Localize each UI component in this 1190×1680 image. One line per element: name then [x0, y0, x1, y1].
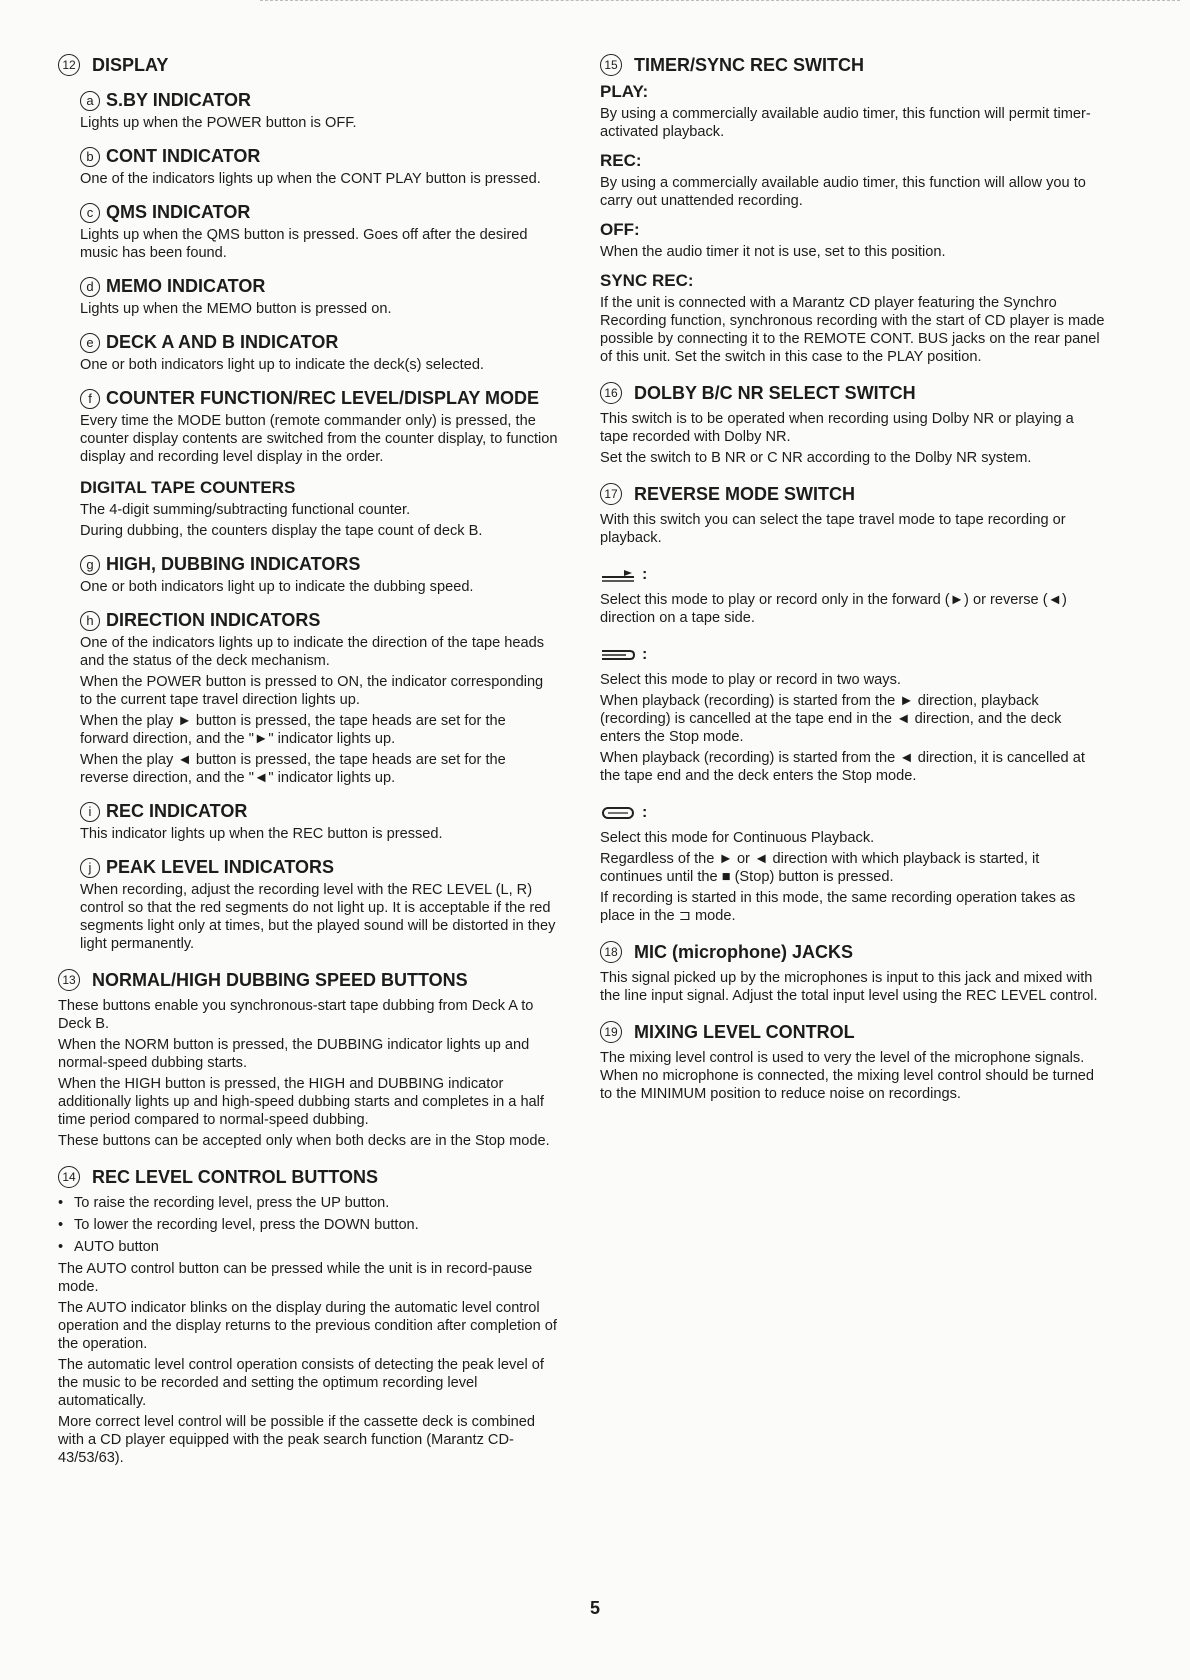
s19-text: The mixing level control is used to very the level of the microphone signals. When no microphone is connected, the mixing level control should be turned to the MINIMUM position to reduce noise on recordings. [600, 1050, 1095, 1102]
item-b-text: One of the indicators lights up when the CONT PLAY button is pressed. [80, 171, 541, 187]
bullet-text: AUTO button [74, 1239, 159, 1255]
rec-text: By using a commercially available audio timer, this function will allow you to carry out unattended recording. [600, 175, 1086, 209]
bullet-text: To lower the recording level, press the DOWN button. [74, 1217, 419, 1233]
s13-text-3: When the HIGH button is pressed, the HIGH and DUBBING indicator additionally lights up and high-speed dubbing starts and completes in a half time period compared to normal-speed dubbing. [58, 1076, 544, 1128]
item-e-heading [80, 332, 558, 353]
mode1-text: Select this mode to play or record only in the forward (►) or reverse (◄) direction on a tape side. [600, 592, 1067, 626]
play-text: By using a commercially available audio timer, this function will permit timer-activated playback. [600, 106, 1091, 140]
s14-text-3: The automatic level control operation consists of detecting the peak level of the music to be recorded and setting the optimum recording level automatically. [58, 1357, 544, 1409]
item-h-text-1: One of the indicators lights up to indicate the direction of the tape heads and the status of the deck mechanism. [80, 635, 545, 669]
item-h-text-2: When the POWER button is pressed to ON, the indicator corresponding to the current tape travel direction lights up. [80, 674, 544, 708]
item-letter-badge: b [80, 147, 100, 167]
continuous-mode-label [600, 803, 1105, 823]
left-column [58, 54, 558, 1470]
bullet-dot-icon: • [58, 1195, 64, 1211]
item-a-heading [80, 90, 558, 111]
item-title: DECK A AND B INDICATOR [106, 332, 339, 352]
section-title: TIMER/SYNC REC SWITCH [634, 54, 865, 75]
item-letter-badge: d [80, 277, 100, 297]
item-i-text: This indicator lights up when the REC button is pressed. [80, 826, 443, 842]
section-number-badge: 18 [600, 941, 622, 963]
two-way-mode-icon [600, 647, 636, 663]
section-12-heading [58, 54, 558, 76]
off-heading: OFF: [600, 220, 640, 239]
item-letter-badge: c [80, 203, 100, 223]
item-letter-badge: g [80, 555, 100, 575]
s17-text-1: With this switch you can select the tape travel mode to tape recording or playback. [600, 512, 1066, 546]
item-letter-badge: e [80, 333, 100, 353]
item-h-text-3: When the play ► button is pressed, the tape heads are set for the forward direction, and the "►" indicator lights up. [80, 713, 506, 747]
item-title: PEAK LEVEL INDICATORS [106, 857, 335, 877]
item-c-heading [80, 202, 558, 223]
s13-text-4: These buttons can be accepted only when both decks are in the Stop mode. [58, 1133, 550, 1149]
item-j-heading [80, 857, 558, 878]
item-e-text: One or both indicators light up to indicate the deck(s) selected. [80, 357, 484, 373]
s16-text-2: Set the switch to B NR or C NR according to the Dolby NR system. [600, 450, 1032, 466]
bullet-dot-icon: • [58, 1239, 64, 1255]
item-a-text: Lights up when the POWER button is OFF. [80, 115, 357, 131]
display-items [80, 90, 558, 953]
one-way-mode-icon [600, 567, 636, 583]
mode3-text-2: Regardless of the ► or ◄ direction with which playback is started, it continues until the ■ (Stop) button is pressed. [600, 851, 1040, 885]
mode-colon: : [642, 646, 648, 663]
item-b-heading [80, 146, 558, 167]
mode2-text-1: Select this mode to play or record in two ways. [600, 672, 901, 688]
item-letter-badge: a [80, 91, 100, 111]
section-number-badge: 13 [58, 969, 80, 991]
bullet-dot-icon: • [58, 1217, 64, 1233]
item-j-text: When recording, adjust the recording level with the REC LEVEL (L, R) control so that the red segments do not light up. It is acceptable if the red segments light only at times, but the played sound will be distorted in they light permanently. [80, 882, 556, 952]
mode-colon: : [642, 804, 648, 821]
s16-text-1: This switch is to be operated when recording using Dolby NR or playing a tape recorded with Dolby NR. [600, 411, 1074, 445]
s18-text: This signal picked up by the microphones is input to this jack and mixed with the line input signal. Adjust the total input level using the REC LEVEL control. [600, 970, 1098, 1004]
bullet-item [58, 1238, 558, 1256]
section-number-badge: 14 [58, 1166, 80, 1188]
mode2-text-3: When playback (recording) is started from the ◄ direction, it is cancelled at the tape end and the deck enters the Stop mode. [600, 750, 1085, 784]
section-title: MIXING LEVEL CONTROL [634, 1021, 855, 1042]
item-h-heading [80, 610, 558, 631]
scan-top-edge [260, 0, 1180, 3]
section-number-badge: 15 [600, 54, 622, 76]
section-number-badge: 17 [600, 483, 622, 505]
right-column [600, 54, 1105, 1106]
s13-text-1: These buttons enable you synchronous-start tape dubbing from Deck A to Deck B. [58, 998, 534, 1032]
mode3-text-3: If recording is started in this mode, the same recording operation takes as place in the ⊐ mode. [600, 890, 1076, 924]
s14-text-4: More correct level control will be possible if the cassette deck is combined with a CD player equipped with the peak search function (Marantz CD-43/53/63). [58, 1414, 535, 1466]
section-14-heading [58, 1166, 558, 1188]
sync-rec-heading: SYNC REC: [600, 271, 694, 290]
item-g-heading [80, 554, 558, 575]
section-18-heading [600, 941, 1105, 963]
item-title: COUNTER FUNCTION/REC LEVEL/DISPLAY MODE [106, 388, 540, 408]
play-heading: PLAY: [600, 82, 649, 101]
mode3-text-1: Select this mode for Continuous Playback. [600, 830, 875, 846]
off-text: When the audio timer it not is use, set to this position. [600, 244, 946, 260]
item-d-heading [80, 276, 558, 297]
item-h-text-4: When the play ◄ button is pressed, the tape heads are set for the reverse direction, and the "◄" indicator lights up. [80, 752, 506, 786]
section-title: REC LEVEL CONTROL BUTTONS [92, 1166, 379, 1187]
section-19-heading [600, 1021, 1105, 1043]
digital-tape-counters-heading: DIGITAL TAPE COUNTERS [80, 478, 296, 497]
item-title: MEMO INDICATOR [106, 276, 266, 296]
section-title: REVERSE MODE SWITCH [634, 483, 856, 504]
section-17-heading [600, 483, 1105, 505]
item-i-heading [80, 801, 558, 822]
bullet-item [58, 1194, 558, 1212]
item-c-text: Lights up when the QMS button is pressed. Goes off after the desired music has been found. [80, 227, 528, 261]
section-title: DISPLAY [92, 54, 169, 75]
rec-heading: REC: [600, 151, 642, 170]
item-f-text: Every time the MODE button (remote commander only) is pressed, the counter display contents are switched from the counter display, to function display and recording level display in the order. [80, 413, 558, 465]
section-number-badge: 16 [600, 382, 622, 404]
mode2-text-2: When playback (recording) is started from the ► direction, playback (recording) is cancelled at the tape end in the ◄ direction, and the deck enters the Stop mode. [600, 693, 1062, 745]
item-title: S.BY INDICATOR [106, 90, 252, 110]
item-title: QMS INDICATOR [106, 202, 251, 222]
sync-rec-text: If the unit is connected with a Marantz CD player featuring the Synchro Recording function, synchronous recording with the start of CD player is made possible by connecting it to the REMOTE CONT. BUS jacks on the rear panel of this unit. Set the switch in this case to the PLAY position. [600, 295, 1105, 365]
dtc-text-1: The 4-digit summing/subtracting functional counter. [80, 502, 411, 518]
item-f-heading [80, 388, 558, 409]
item-title: CONT INDICATOR [106, 146, 261, 166]
section-title: NORMAL/HIGH DUBBING SPEED BUTTONS [92, 969, 468, 990]
item-letter-badge: h [80, 611, 100, 631]
dtc-text-2: During dubbing, the counters display the tape count of deck B. [80, 523, 483, 539]
bullet-text: To raise the recording level, press the UP button. [74, 1195, 390, 1211]
continuous-mode-icon [600, 805, 636, 821]
item-letter-badge: f [80, 389, 100, 409]
two-way-mode-label [600, 645, 1105, 665]
mode-colon: : [642, 566, 648, 583]
item-letter-badge: i [80, 802, 100, 822]
one-way-mode-label [600, 565, 1105, 585]
section-number-badge: 12 [58, 54, 80, 76]
item-letter-badge: j [80, 858, 100, 878]
section-title: MIC (microphone) JACKS [634, 941, 854, 962]
s14-text-2: The AUTO indicator blinks on the display during the automatic level control operation and the display returns to the previous condition after completion of the operation. [58, 1300, 557, 1352]
item-g-text: One or both indicators light up to indicate the dubbing speed. [80, 579, 474, 595]
section-number-badge: 19 [600, 1021, 622, 1043]
item-title: HIGH, DUBBING INDICATORS [106, 554, 361, 574]
section-title: DOLBY B/C NR SELECT SWITCH [634, 382, 916, 403]
section-15-heading [600, 54, 1105, 76]
item-title: DIRECTION INDICATORS [106, 610, 321, 630]
bullet-item [58, 1216, 558, 1234]
page-number: 5 [589, 1598, 600, 1618]
item-title: REC INDICATOR [106, 801, 248, 821]
section-13-heading [58, 969, 558, 991]
s13-text-2: When the NORM button is pressed, the DUBBING indicator lights up and normal-speed dubbing starts. [58, 1037, 530, 1071]
s14-text-1: The AUTO control button can be pressed while the unit is in record-pause mode. [58, 1261, 533, 1295]
section-16-heading [600, 382, 1105, 404]
item-d-text: Lights up when the MEMO button is pressed on. [80, 301, 392, 317]
